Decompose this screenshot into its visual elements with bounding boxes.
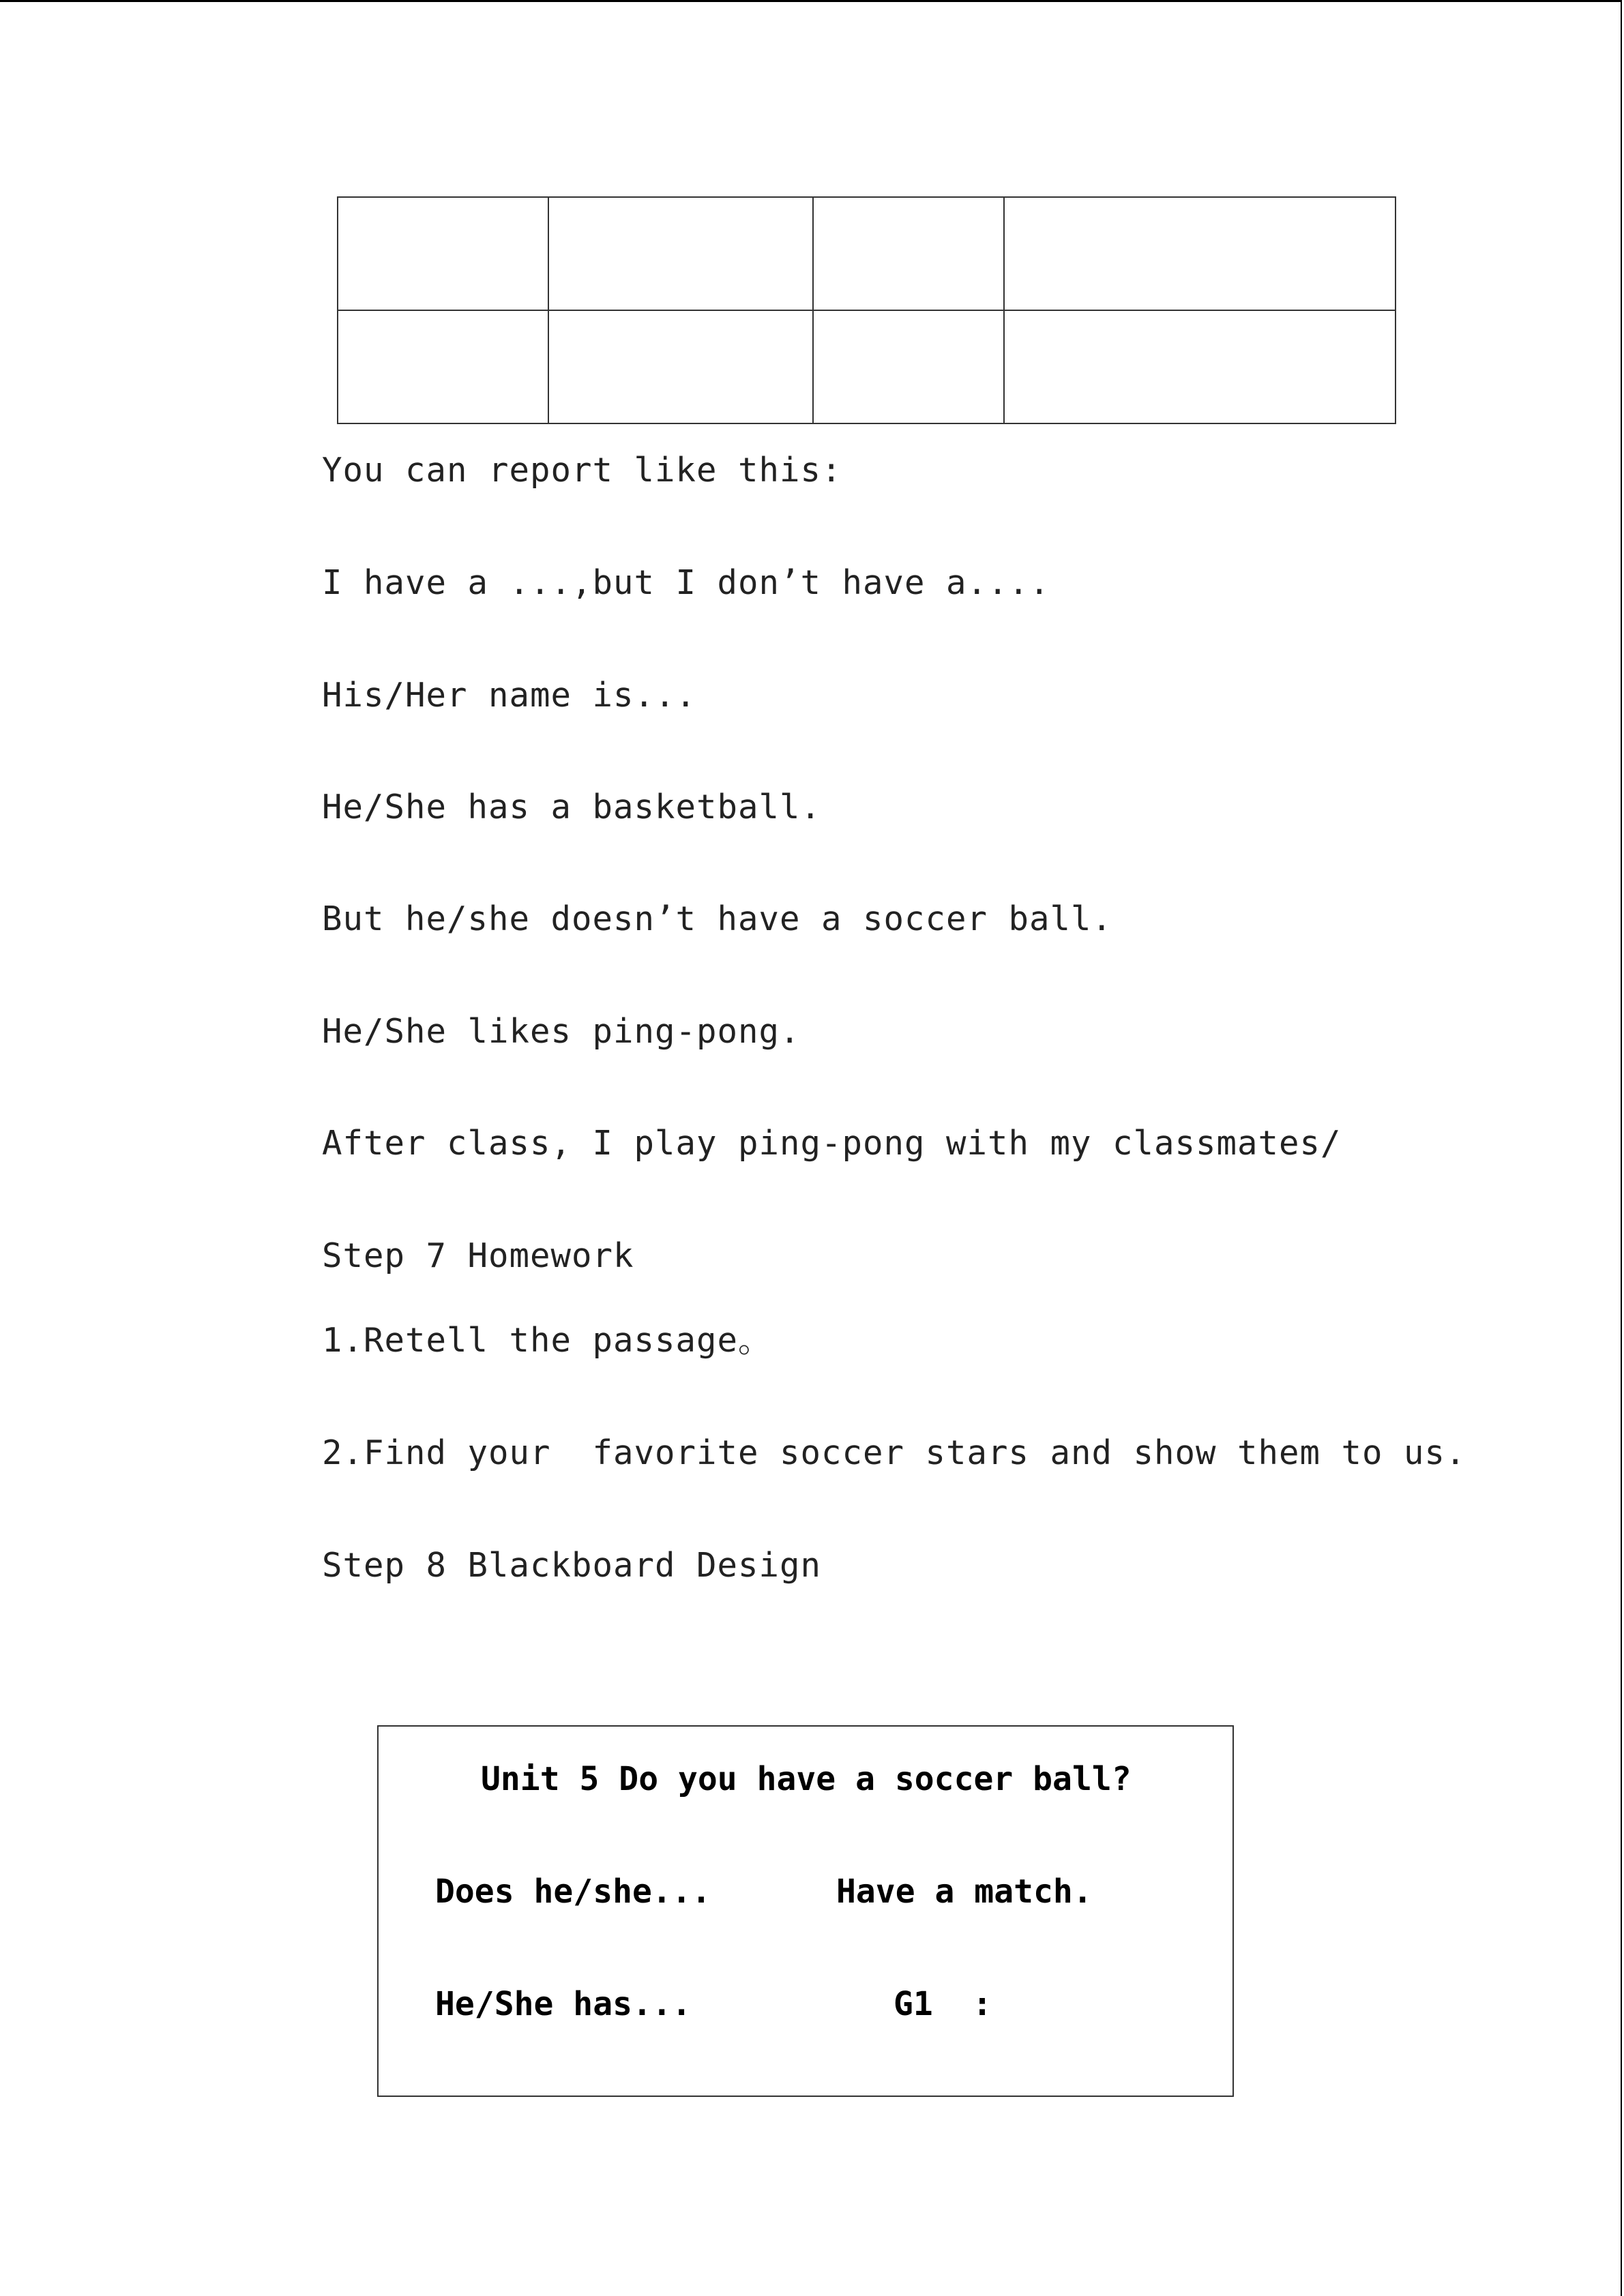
report-intro: You can report like this: <box>322 451 842 490</box>
report-line: He/She has a basketball. <box>322 788 822 826</box>
step-7-heading: Step 7 Homework <box>322 1236 634 1275</box>
report-line: After class, I play ping-pong with my classmates/ <box>322 1124 1342 1163</box>
blank-report-table <box>337 196 1396 424</box>
table-cell <box>1004 310 1396 423</box>
table-cell <box>1004 197 1396 310</box>
blackboard-title: Unit 5 Do you have a soccer ball? <box>481 1760 1132 1798</box>
table-cell <box>548 197 813 310</box>
homework-item: 2.Find your favorite soccer stars and show them to us. <box>322 1433 1466 1472</box>
table-cell <box>548 310 813 423</box>
blackboard-right-item: Have a match. <box>836 1873 1093 1911</box>
table-row <box>338 197 1396 310</box>
report-line: He/She likes ping-pong. <box>322 1012 801 1051</box>
table-cell <box>338 197 548 310</box>
homework-item: 1.Retell the passage。 <box>322 1321 773 1360</box>
report-line: His/Her name is... <box>322 676 697 715</box>
blackboard-left-item: He/She has... <box>435 1985 692 2023</box>
blackboard-design-box <box>377 1725 1234 2097</box>
report-line: I have a ...,but I don’t have a.... <box>322 563 1050 602</box>
blackboard-left-item: Does he/she... <box>435 1873 711 1911</box>
table-row <box>338 310 1396 423</box>
step-8-heading: Step 8 Blackboard Design <box>322 1546 822 1585</box>
table-cell <box>813 197 1004 310</box>
table-cell <box>813 310 1004 423</box>
table-cell <box>338 310 548 423</box>
report-line: But he/she doesn’t have a soccer ball. <box>322 899 1113 938</box>
blackboard-right-item: G1 : <box>894 1985 992 2023</box>
